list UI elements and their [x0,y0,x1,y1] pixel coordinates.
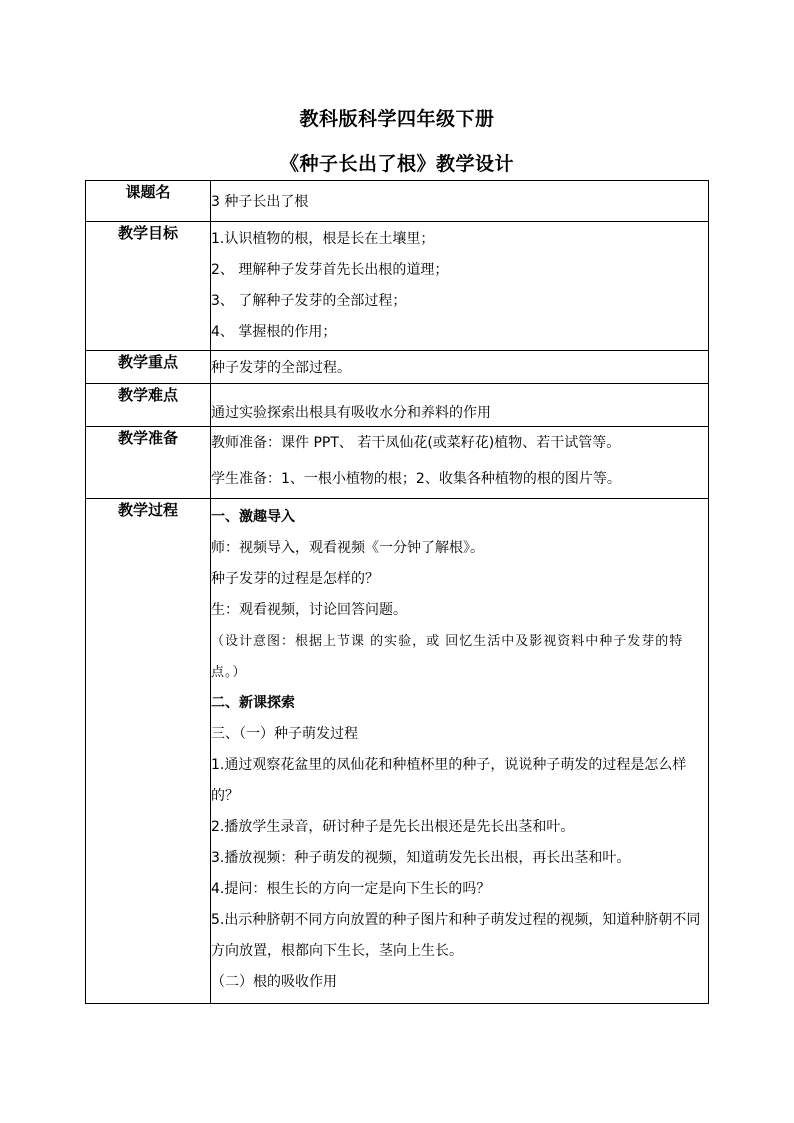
document-subtitle: 《种子长出了根》教学设计 [279,153,514,175]
objective-item: 2、 理解种子发芽首先长出根的道理； [211,262,449,278]
preparation-row [86,427,709,499]
objectives-cell [211,222,709,351]
process-row [86,499,709,1004]
objectives-row [86,222,709,351]
process-line: 3.播放视频：种子萌发的视频，知道萌发先长出根，再长出茎和叶。 [211,850,631,866]
process-label: 教学过程 [86,499,211,1004]
process-line: 种子发芽的过程是怎样的？ [211,571,379,587]
section-heading: 二、新课探索 [211,695,295,711]
process-line: 三、（一）种子萌发过程 [211,726,358,742]
lesson-plan-table [85,180,709,1004]
student-preparation: 学生准备：1、一根小植物的根；2、收集各种植物的根的图片等。 [211,471,621,487]
key-point-cell [211,351,709,384]
difficulty-row [86,384,709,427]
process-line: 师：视频导入，观看视频《一分钟了解根》。 [211,540,484,556]
objective-item: 3、 了解种子发芽的全部过程； [211,293,407,309]
teacher-preparation: 教师准备：课件 PPT、 若干凤仙花(或菜籽花)植物、若干试管等。 [211,435,621,451]
process-line: （二）根的吸收作用 [211,974,337,990]
document-title: 教科版科学四年级下册 [299,108,495,130]
difficulty-label: 教学难点 [86,384,211,427]
key-point-row [86,351,709,384]
key-point-value: 种子发芽的全部过程。 [211,360,351,376]
difficulty-cell [211,384,709,427]
key-point-label: 教学重点 [86,351,211,384]
objectives-label: 教学目标 [86,222,211,351]
topic-cell [211,181,709,222]
design-intent-note: （设计意图：根据上节课 的实验，或 回忆生活中及影视资料中种子发芽的特点。） [211,634,684,680]
process-line: 2.播放学生录音，研讨种子是先长出根还是先长出茎和叶。 [211,819,575,835]
objective-item: 4、 掌握根的作用； [211,324,337,340]
process-line: 1.通过观察花盆里的凤仙花和种植杯里的种子，说说种子萌发的过程是怎么样的？ [211,757,687,804]
topic-label: 课题名 [86,181,211,222]
topic-value: 3 种子长出了根 [211,194,309,210]
difficulty-value: 通过实验探索出根具有吸收水分和养料的作用 [211,405,491,421]
preparation-label: 教学准备 [86,427,211,499]
preparation-cell [211,427,709,499]
process-line: 5.出示种脐朝不同方向放置的种子图片和种子萌发过程的视频，知道种脐朝不同方向放置，根都向下生长，茎向上生长。 [211,912,701,959]
objective-item: 1.认识植物的根，根是长在土壤里； [211,231,435,247]
section-heading: 一、激趣导入 [211,509,295,525]
process-line: 4.提问：根生长的方向一定是向下生长的吗？ [211,881,491,897]
process-line: 生：观看视频，讨论回答问题。 [211,602,407,618]
process-cell [211,499,709,1004]
topic-row [86,181,709,222]
